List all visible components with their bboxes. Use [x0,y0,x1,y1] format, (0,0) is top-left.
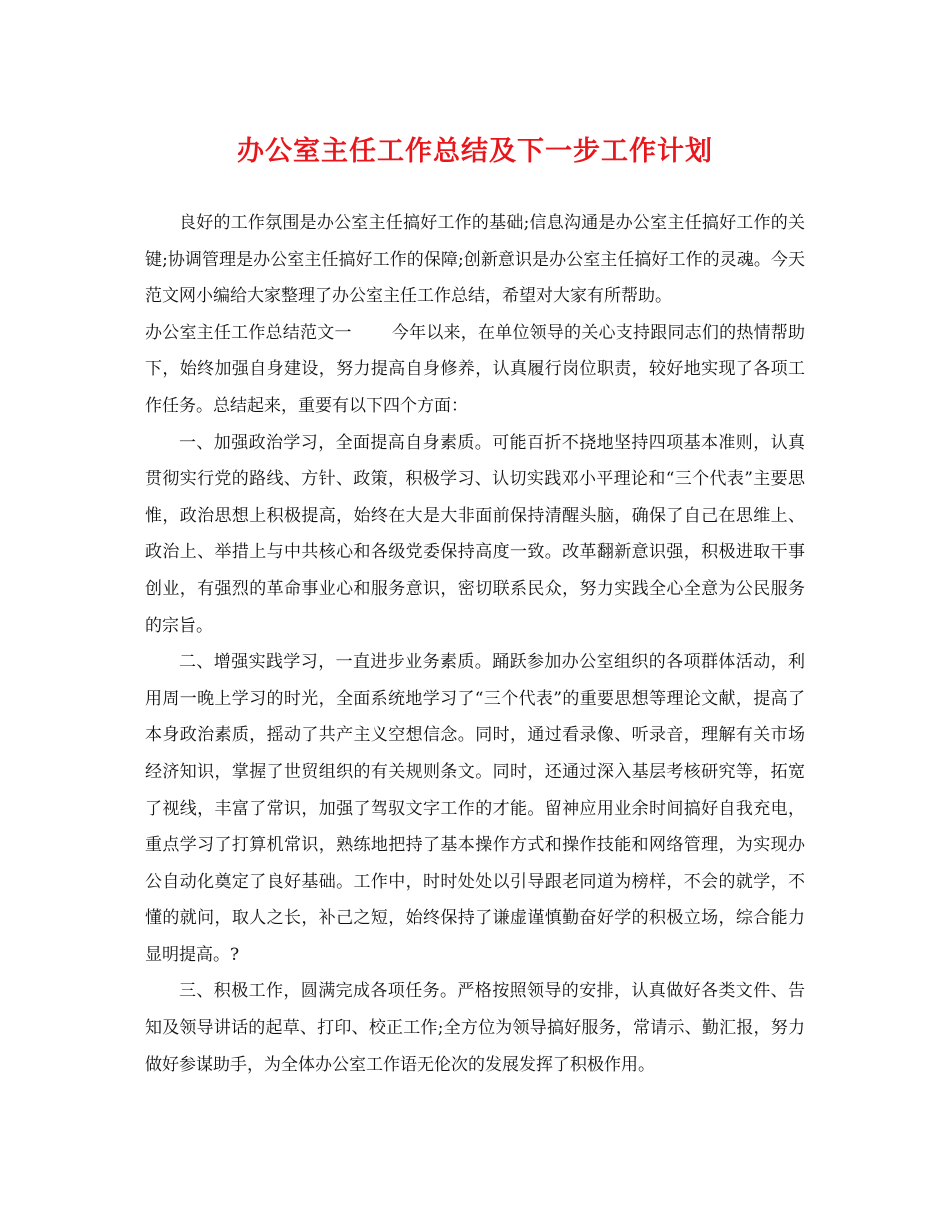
sample-paragraph [145,315,805,425]
sample-heading: 办公室主任工作总结范文一 [145,322,352,343]
document-body [145,205,805,1083]
sample-intro: 今年以来，在单位领导的关心支持跟同志们的热情帮助下，始终加强自身建设，努力提高自身修养，认真履行岗位职责，较好地实现了各项工作任务。总结起来，重要有以下四个方面： [145,322,806,416]
section-3-paragraph: 三、积极工作，圆满完成各项任务。严格按照领导的安排，认真做好各类文件、告知及领导讲话的起草、打印、校正工作;全方位为领导搞好服务，常请示、勤汇报，努力做好参谋助手，为全体办公室工作语无伦次的发展发挥了积极作用。 [145,981,805,1075]
section-2-paragraph: 二、增强实践学习，一直进步业务素质。踊跃参加办公室组织的各项群体活动，利用周一晚上学习的时光，全面系统地学习了“三个代表”的重要思想等理论文献，提高了本身政治素质，摇动了共产主义空想信念。同时，通过看录像、听录音，理解有关市场经济知识，掌握了世贸组织的有关规则条文。同时，还通过深入基层考核研究等，拓宽了视线，丰富了常识，加强了驾驭文字工作的才能。留神应用业余时间搞好自我充电，重点学习了打算机常识，熟练地把持了基本操作方式和操作技能和网络管理，为实现办公自动化奠定了良好基础。工作中，时时处处以引导跟老同道为榜样，不会的就学，不懂的就问，取人之长，补己之短，始终保持了谦虚谨慎勤奋好学的积极立场，综合能力显明提高。? [145,652,805,965]
section-1-paragraph: 一、加强政治学习，全面提高自身素质。可能百折不挠地坚持四项基本准则，认真贯彻实行党的路线、方针、政策，积极学习、认切实践邓小平理论和“三个代表”主要思惟，政治思想上积极提高，始终在大是大非面前保持清醒头脑，确保了自己在思维上、政治上、举措上与中共核心和各级党委保持高度一致。改革翻新意识强，积极进取干事创业，有强烈的革命事业心和服务意识，密切联系民众，努力实践全心全意为公民服务的宗旨。 [145,432,805,636]
intro-paragraph: 良好的工作氛围是办公室主任搞好工作的基础;信息沟通是办公室主任搞好工作的关键;协调管理是办公室主任搞好工作的保障;创新意识是办公室主任搞好工作的灵魂。今天范文网小编给大家整理了办公室主任工作总结，希望对大家有所帮助。 [145,213,805,307]
document-title: 办公室主任工作总结及下一步工作计划 [237,136,713,167]
